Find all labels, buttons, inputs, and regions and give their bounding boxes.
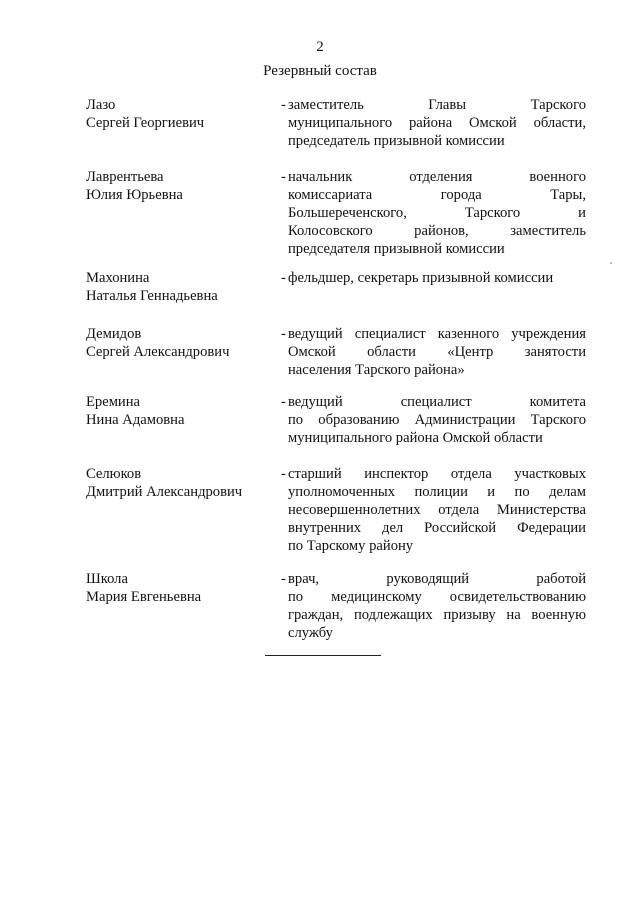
member-surname: Лаврентьева [86, 169, 164, 185]
member-role-line: заместитель Главы Тарского [288, 97, 586, 113]
member-role-line: по образованию Администрации Тарского [288, 412, 586, 428]
member-row [86, 393, 586, 465]
member-role [288, 393, 586, 447]
member-name [86, 393, 276, 429]
member-role-line: несовершеннолетних отдела Министерства [288, 502, 586, 518]
member-dash: - [281, 466, 286, 482]
member-role-line: по Тарскому району [288, 538, 414, 554]
member-role-line: муниципального района Омской области, [288, 115, 586, 131]
member-row [86, 96, 586, 168]
member-role-line: комиссариата города Тары, [288, 187, 586, 203]
member-name [86, 96, 276, 132]
member-given-names: Дмитрий Александрович [86, 484, 243, 500]
member-given-names: Сергей Георгиевич [86, 115, 205, 131]
page-number: 2 [316, 39, 324, 55]
member-role-line: Колосовского районов, заместитель [288, 223, 586, 239]
member-role-line: службу [288, 625, 333, 641]
member-role-line: Большереченского, Тарского и [288, 205, 586, 221]
member-role [288, 269, 586, 287]
member-role-line: муниципального района Омской области [288, 430, 543, 446]
member-role-line: по медицинскому освидетельствованию [288, 589, 586, 605]
member-role [288, 96, 586, 150]
member-role-line: ведущий специалист казенного учреждения [288, 326, 586, 342]
member-dash: - [281, 394, 286, 410]
member-role-line: врач, руководящий работой [288, 571, 586, 587]
member-role-line: председатель призывной комиссии [288, 133, 505, 149]
member-dash: - [281, 571, 286, 587]
member-name [86, 325, 276, 361]
member-surname: Демидов [86, 326, 142, 342]
end-of-list-rule [265, 655, 381, 656]
margin-speck [610, 262, 612, 264]
member-given-names: Нина Адамовна [86, 412, 185, 428]
member-role [288, 465, 586, 555]
member-role-line: старший инспектор отдела участковых [288, 466, 586, 482]
member-role-line: ведущий специалист комитета [288, 394, 586, 410]
member-dash: - [281, 326, 286, 342]
member-role-line: фельдшер, секретарь призывной комиссии [288, 270, 554, 286]
member-role-line: граждан, подлежащих призыву на военную [288, 607, 586, 623]
member-name [86, 269, 276, 305]
member-role-line: внутренних дел Российской Федерации [288, 520, 586, 536]
member-row [86, 465, 586, 570]
member-role-line: председателя призывной комиссии [288, 241, 505, 257]
member-surname: Еремина [86, 394, 141, 410]
member-given-names: Наталья Геннадьевна [86, 288, 218, 304]
member-name [86, 465, 276, 501]
member-surname: Махонина [86, 270, 150, 286]
member-role [288, 168, 586, 258]
member-role [288, 570, 586, 642]
member-given-names: Сергей Александрович [86, 344, 230, 360]
member-dash: - [281, 97, 286, 113]
member-row [86, 325, 586, 393]
member-given-names: Юлия Юрьевна [86, 187, 183, 203]
member-role-line: начальник отделения военного [288, 169, 586, 185]
member-row [86, 269, 586, 325]
member-dash: - [281, 169, 286, 185]
member-dash: - [281, 270, 286, 286]
member-row [86, 168, 586, 269]
member-given-names: Мария Евгеньевна [86, 589, 202, 605]
member-surname: Лазо [86, 97, 116, 113]
member-role-line: населения Тарского района» [288, 362, 465, 378]
section-title: Резервный состав [263, 63, 377, 79]
member-name [86, 570, 276, 606]
member-row [86, 570, 586, 642]
member-surname: Школа [86, 571, 128, 587]
member-name [86, 168, 276, 204]
member-role [288, 325, 586, 379]
member-role-line: Омской области «Центр занятости [288, 344, 586, 360]
members-list [86, 96, 586, 642]
member-surname: Селюков [86, 466, 142, 482]
member-role-line: уполномоченных полиции и по делам [288, 484, 586, 500]
